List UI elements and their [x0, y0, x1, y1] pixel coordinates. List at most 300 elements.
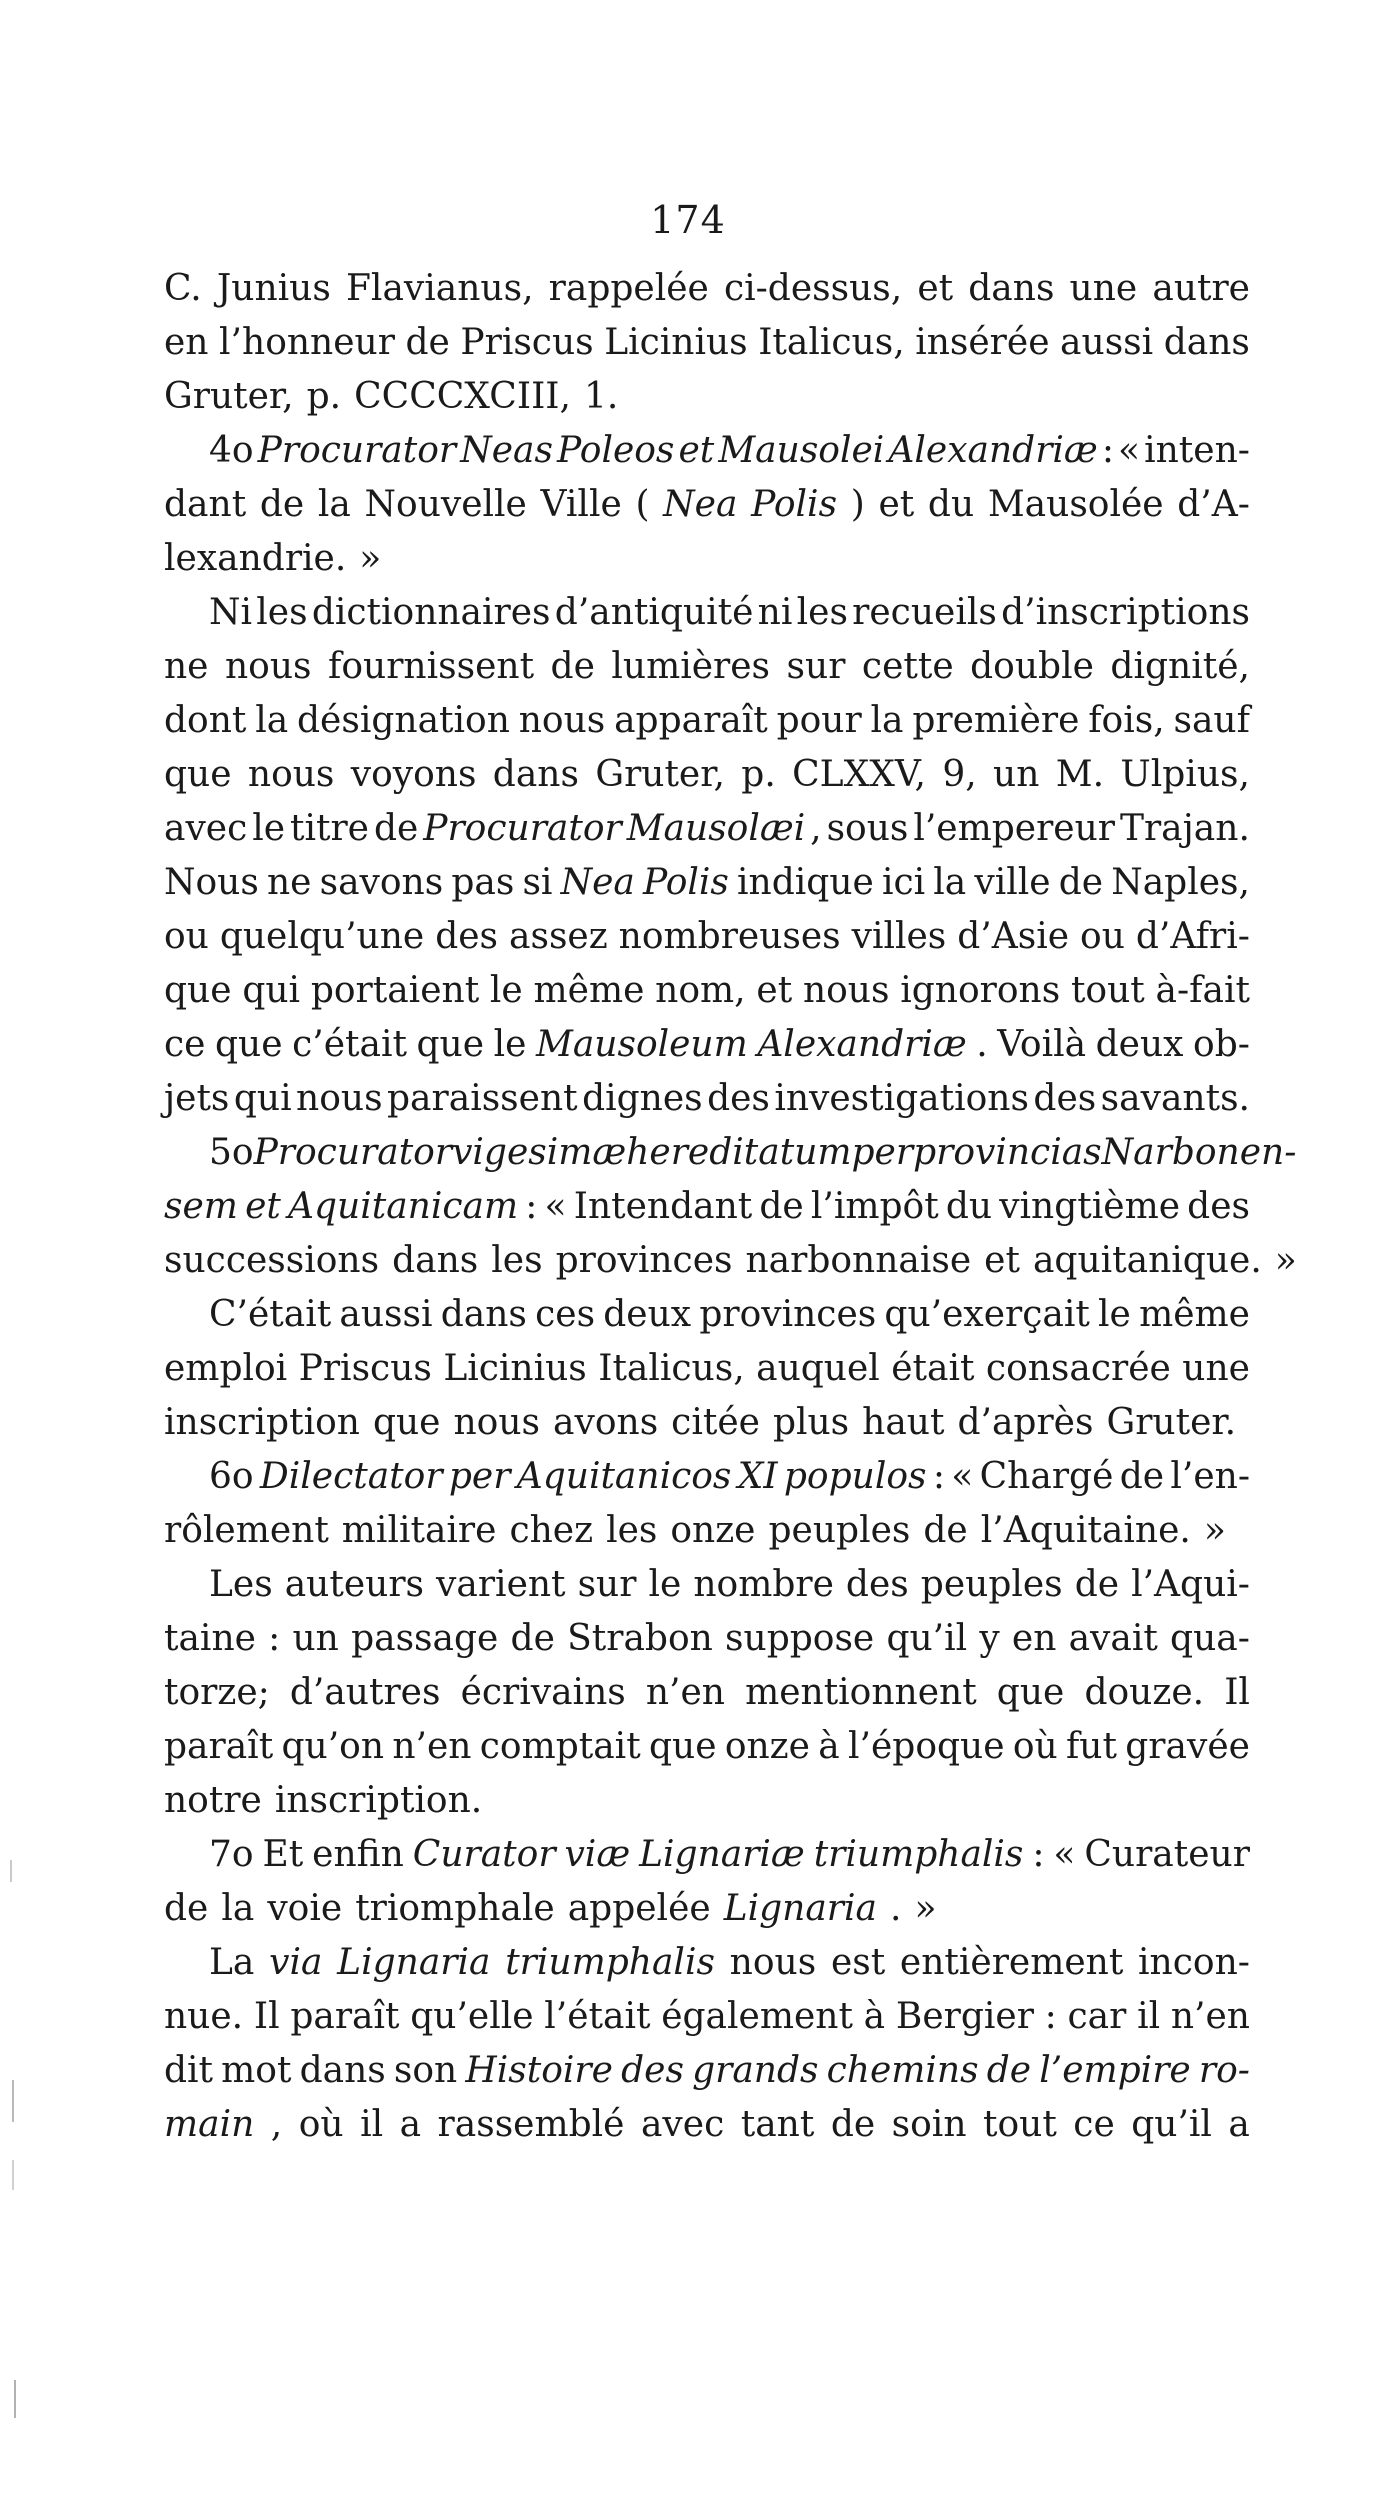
word: dant: [164, 484, 247, 525]
word: grands: [692, 2050, 819, 2091]
word: incon-: [1138, 1942, 1250, 1983]
word: si: [522, 862, 553, 903]
word: torze;: [164, 1672, 270, 1713]
word: que: [648, 1726, 717, 1767]
word: 5o: [209, 1132, 254, 1173]
word: que: [164, 754, 232, 795]
word: et: [245, 1186, 281, 1227]
word: Procurator: [423, 808, 622, 849]
word: p.: [741, 754, 776, 795]
word: provincias: [913, 1132, 1102, 1173]
word: nous: [802, 970, 890, 1011]
word: main: [164, 2104, 255, 2145]
text-line: [164, 424, 1250, 478]
word: Nea: [560, 862, 635, 903]
word: via: [269, 1942, 323, 1983]
word: ce: [1073, 2104, 1115, 2145]
word: première: [912, 700, 1080, 741]
word: narbonnaise: [745, 1240, 972, 1281]
word: de: [550, 646, 595, 687]
word: et: [756, 970, 793, 1011]
word: Gruter.: [1106, 1402, 1237, 1443]
word: soin: [891, 2104, 967, 2145]
text-line: [164, 262, 1250, 316]
word: hereditatum: [626, 1132, 852, 1173]
word: .: [976, 1024, 988, 1065]
word: l’époque: [848, 1726, 1005, 1767]
word: portaient: [310, 970, 480, 1011]
word: d’après: [957, 1402, 1094, 1443]
scan-mark: [14, 2380, 16, 2418]
word: sur: [577, 1564, 637, 1605]
word: tant: [740, 2104, 815, 2145]
word: Strabon: [567, 1618, 713, 1659]
word: M.: [1055, 754, 1105, 795]
text-line: [164, 1828, 1250, 1882]
word: Histoire: [465, 2050, 613, 2091]
word: deux: [603, 1294, 692, 1335]
word: dit: [164, 2050, 214, 2091]
word: l’Aquitaine.: [980, 1510, 1191, 1551]
text-line: [164, 1936, 1250, 1990]
word: fois,: [1088, 700, 1165, 741]
word: CLXXV,: [792, 754, 926, 795]
word: d’A-: [1177, 484, 1250, 525]
word: car: [1067, 1996, 1127, 2037]
text-line: [164, 370, 1250, 424]
word: l’en-: [1170, 1456, 1250, 1497]
word: auquel: [756, 1348, 880, 1389]
word: sem: [164, 1186, 238, 1227]
word: une: [1182, 1348, 1250, 1389]
word: Poleos: [557, 430, 675, 471]
word: vingtième: [999, 1186, 1181, 1227]
word: ce: [164, 1024, 206, 1065]
word: nue.: [164, 1996, 244, 2037]
word: que: [372, 1402, 441, 1443]
word: avait: [1068, 1618, 1158, 1659]
word: fut: [1065, 1726, 1117, 1767]
word: nous: [247, 754, 335, 795]
word: ou: [1080, 916, 1125, 957]
word: Intendant: [573, 1186, 753, 1227]
word: onze: [724, 1726, 810, 1767]
word: y: [979, 1618, 1000, 1659]
word: pas: [451, 862, 515, 903]
word: fournissent: [328, 646, 535, 687]
word: de: [510, 1618, 555, 1659]
word: per: [851, 1132, 914, 1173]
word: chez: [509, 1510, 594, 1551]
word: ne: [164, 646, 209, 687]
word: la: [317, 484, 351, 525]
word: d’Afri-: [1135, 916, 1250, 957]
word: nous: [225, 646, 312, 687]
word: onze: [670, 1510, 756, 1551]
word: haut: [862, 1402, 945, 1443]
word: du: [945, 1186, 993, 1227]
scan-mark: [12, 2160, 14, 2190]
word: qua-: [1170, 1618, 1250, 1659]
text-line: [164, 1882, 1250, 1936]
word: Chargé: [979, 1456, 1114, 1497]
word: ro-: [1198, 2050, 1250, 2091]
word: quelqu’une: [219, 916, 425, 957]
word: ne: [266, 862, 312, 903]
word: à-fait: [1155, 970, 1250, 1011]
word: 1.: [583, 376, 619, 417]
word: que: [215, 1024, 283, 1065]
word: »: [1274, 1240, 1297, 1281]
word: inscription.: [274, 1780, 483, 1821]
word: «: [1053, 1834, 1076, 1875]
word: même: [533, 970, 645, 1011]
word: plus: [772, 1402, 850, 1443]
word: dans: [299, 2050, 386, 2091]
word: 7o: [209, 1834, 254, 1875]
word: Alexandriæ: [757, 1024, 967, 1065]
word: :: [1032, 1834, 1045, 1875]
word: savons: [319, 862, 444, 903]
word: p.: [306, 376, 342, 417]
word: en: [164, 322, 209, 363]
text-line: [164, 316, 1250, 370]
text-line: [164, 1504, 1250, 1558]
word: ou: [164, 916, 209, 957]
word: aquitanique.: [1032, 1240, 1262, 1281]
word: de: [1058, 862, 1104, 903]
word: insérée: [915, 322, 1050, 363]
word: Trajan.: [1119, 808, 1250, 849]
word: Licinius: [604, 322, 748, 363]
word: en: [1011, 1618, 1057, 1659]
word: citée: [671, 1402, 760, 1443]
word: Polis: [751, 484, 838, 525]
scan-mark: [10, 1860, 12, 1882]
word: le: [493, 1024, 527, 1065]
word: »: [914, 1888, 937, 1929]
word: sur: [786, 646, 846, 687]
word: entièrement: [899, 1942, 1124, 1983]
word: également: [661, 1996, 853, 2037]
word: nous: [518, 700, 606, 741]
word: Et: [262, 1834, 304, 1875]
word: Priscus: [460, 322, 594, 363]
word: de: [1074, 1564, 1120, 1605]
text-line: [164, 1018, 1250, 1072]
word: avec: [164, 808, 248, 849]
word: n’en: [392, 1726, 472, 1767]
text-line: [164, 1774, 1250, 1828]
word: notre: [164, 1780, 262, 1821]
word: les: [796, 592, 848, 633]
word: populos: [783, 1456, 927, 1497]
word: gravée: [1125, 1726, 1250, 1767]
word: des: [845, 1564, 909, 1605]
text-line: [164, 856, 1250, 910]
word: son: [393, 2050, 458, 2091]
word: qui: [242, 970, 301, 1011]
text-line: [164, 2044, 1250, 2098]
word: comptait: [479, 1726, 641, 1767]
word: de: [259, 484, 305, 525]
word: inten-: [1144, 430, 1250, 471]
word: Procurator: [257, 430, 457, 471]
text-line: [164, 910, 1250, 964]
word: les: [491, 1240, 543, 1281]
word: voyons: [350, 754, 477, 795]
word: ob-: [1193, 1024, 1250, 1065]
word: la: [870, 700, 904, 741]
word: Italicus,: [598, 1348, 745, 1389]
text-line: [164, 1234, 1297, 1288]
word: aussi: [1060, 322, 1154, 363]
word: dans: [392, 1240, 479, 1281]
word: nombreuses: [618, 916, 841, 957]
word: les: [606, 1510, 658, 1551]
text-line: [164, 694, 1250, 748]
word: Naples,: [1111, 862, 1250, 903]
text-line: [164, 1558, 1250, 1612]
word: indique: [737, 862, 874, 903]
word: double: [970, 646, 1094, 687]
word: Lignaria: [723, 1888, 877, 1929]
word: douze.: [1084, 1672, 1205, 1713]
word: consacrée: [985, 1348, 1171, 1389]
word: Mausolei: [718, 430, 885, 471]
text-line: [164, 586, 1250, 640]
word: dont: [164, 700, 247, 741]
word: écrivains: [460, 1672, 626, 1713]
word: ces: [535, 1294, 596, 1335]
word: inscription: [164, 1402, 360, 1443]
word: qu’il: [886, 1618, 968, 1659]
word: dignes: [582, 1078, 703, 1119]
word: sous: [826, 808, 909, 849]
word: Nea: [663, 484, 738, 525]
word: des: [1187, 1186, 1250, 1227]
word: Ulpius,: [1120, 754, 1250, 795]
word: il: [360, 2104, 384, 2145]
word: dans: [968, 268, 1055, 309]
word: emploi: [164, 1348, 288, 1389]
word: à: [818, 1726, 840, 1767]
text-line: [164, 640, 1250, 694]
word: :: [525, 1186, 538, 1227]
word: 6o: [209, 1456, 254, 1497]
word: Ni: [209, 592, 253, 633]
word: le: [1098, 1294, 1131, 1335]
word: de: [164, 1888, 209, 1929]
word: un: [292, 1618, 339, 1659]
word: de: [373, 808, 419, 849]
word: que: [416, 1024, 485, 1065]
word: des: [707, 1078, 770, 1119]
word: paraît: [290, 1996, 400, 2037]
word: Nouvelle: [364, 484, 527, 525]
word: Polis: [642, 862, 729, 903]
word: Aquitanicos: [516, 1456, 732, 1497]
scan-mark: [12, 2080, 14, 2122]
word: peuples: [768, 1510, 911, 1551]
word: la: [933, 862, 967, 903]
text-line: [164, 1612, 1250, 1666]
word: ville: [974, 862, 1051, 903]
word: Gruter,: [164, 376, 294, 417]
word: des: [1033, 1078, 1097, 1119]
word: l’était: [544, 1996, 651, 2037]
word: voie: [267, 1888, 343, 1929]
word: ni: [757, 592, 793, 633]
word: l’Aqui-: [1131, 1564, 1250, 1605]
word: Alexandriæ: [888, 430, 1098, 471]
text-line: [164, 1990, 1250, 2044]
word: triumphalis: [505, 1942, 715, 1983]
word: dignité,: [1110, 646, 1250, 687]
word: »: [359, 538, 382, 579]
word: la: [255, 700, 289, 741]
word: rappelée: [548, 268, 709, 309]
word: il: [1137, 1996, 1161, 2037]
word: peuples: [920, 1564, 1063, 1605]
word: provinces: [555, 1240, 733, 1281]
word: ici: [881, 862, 926, 903]
word: Nous: [164, 862, 259, 903]
word: de: [923, 1510, 968, 1551]
word: militaire: [341, 1510, 497, 1551]
text-line: [164, 1072, 1250, 1126]
word: ,: [810, 808, 822, 849]
word: vigesimæ: [452, 1132, 627, 1173]
word: d’Asie: [957, 916, 1070, 957]
word: avec: [640, 2104, 725, 2145]
word: paraissent: [387, 1078, 578, 1119]
word: avons: [553, 1402, 659, 1443]
word: cette: [861, 646, 954, 687]
word: du: [927, 484, 975, 525]
word: l’honneur: [219, 322, 395, 363]
word: sauf: [1173, 700, 1250, 741]
word: dans: [1163, 322, 1250, 363]
word: le: [648, 1564, 682, 1605]
word: Gruter,: [595, 754, 725, 795]
word: Il: [1224, 1672, 1250, 1713]
text-line: [164, 532, 1250, 586]
word: des: [621, 2050, 684, 2091]
word: «: [951, 1456, 974, 1497]
word: lumières: [611, 646, 771, 687]
word: d’antiquité: [554, 592, 754, 633]
word: Dilectator: [259, 1456, 443, 1497]
word: .: [890, 1888, 902, 1929]
word: à: [863, 1996, 886, 2037]
word: assez: [509, 916, 608, 957]
word: provinces: [699, 1294, 877, 1335]
word: de: [405, 322, 450, 363]
word: «: [544, 1186, 567, 1227]
word: désignation: [297, 700, 510, 741]
word: Lignariæ: [639, 1834, 805, 1875]
word: triomphale: [355, 1888, 555, 1929]
word: «: [1118, 430, 1141, 471]
word: de: [1119, 1456, 1165, 1497]
word: Priscus: [298, 1348, 432, 1389]
word: ): [850, 484, 865, 525]
word: nous: [453, 1402, 541, 1443]
word: et: [984, 1240, 1020, 1281]
word: Italicus,: [758, 322, 905, 363]
text-line: [164, 1666, 1250, 1720]
word: de: [759, 1186, 804, 1227]
word: Flavianus,: [345, 268, 534, 309]
word: le: [252, 808, 286, 849]
word: la: [221, 1888, 255, 1929]
word: qu’exerçait: [884, 1294, 1090, 1335]
word: où: [298, 2104, 344, 2145]
word: même: [1139, 1294, 1250, 1335]
word: tout: [983, 2104, 1057, 2145]
word: enfin: [312, 1834, 404, 1875]
text-line: [164, 748, 1250, 802]
word: d’autres: [289, 1672, 441, 1713]
word: viæ: [564, 1834, 631, 1875]
word: C’était: [209, 1294, 332, 1335]
word: de: [830, 2104, 876, 2145]
word: rassemblé: [437, 2104, 625, 2145]
word: pour: [776, 700, 862, 741]
word: Curateur: [1084, 1834, 1250, 1875]
word: que: [996, 1672, 1065, 1713]
word: un: [993, 754, 1040, 795]
word: n’en: [1170, 1996, 1250, 2037]
word: et: [878, 484, 915, 525]
word: 4o: [209, 430, 254, 471]
word: »: [1203, 1510, 1226, 1551]
word: villes: [851, 916, 947, 957]
word: tout: [1070, 970, 1145, 1011]
word: était: [891, 1348, 975, 1389]
page-number: 174: [650, 198, 726, 242]
word: Junius: [216, 268, 331, 309]
word: des: [435, 916, 499, 957]
word: dans: [492, 754, 579, 795]
word: le: [489, 970, 523, 1011]
text-line: [164, 964, 1250, 1018]
word: Aquitanicam: [287, 1186, 519, 1227]
word: autre: [1152, 268, 1250, 309]
word: recueils: [852, 592, 997, 633]
text-line: [164, 1720, 1250, 1774]
word: dans: [440, 1294, 527, 1335]
word: appelée: [567, 1888, 711, 1929]
word: Procurator: [253, 1132, 453, 1173]
word: les: [256, 592, 308, 633]
word: apparaît: [614, 700, 768, 741]
word: d’inscriptions: [1001, 592, 1250, 633]
word: :: [1044, 1996, 1057, 2037]
body-text: [164, 262, 1297, 2152]
word: Mausoleum: [535, 1024, 748, 1065]
word: passage: [351, 1618, 499, 1659]
word: aussi: [339, 1294, 433, 1335]
word: que: [164, 970, 232, 1011]
word: c’était: [292, 1024, 407, 1065]
text-line: [164, 2098, 1250, 2152]
text-line: [164, 1180, 1250, 1234]
word: Narbonen-: [1101, 1132, 1297, 1173]
word: nous: [729, 1942, 817, 1983]
word: :: [268, 1618, 281, 1659]
